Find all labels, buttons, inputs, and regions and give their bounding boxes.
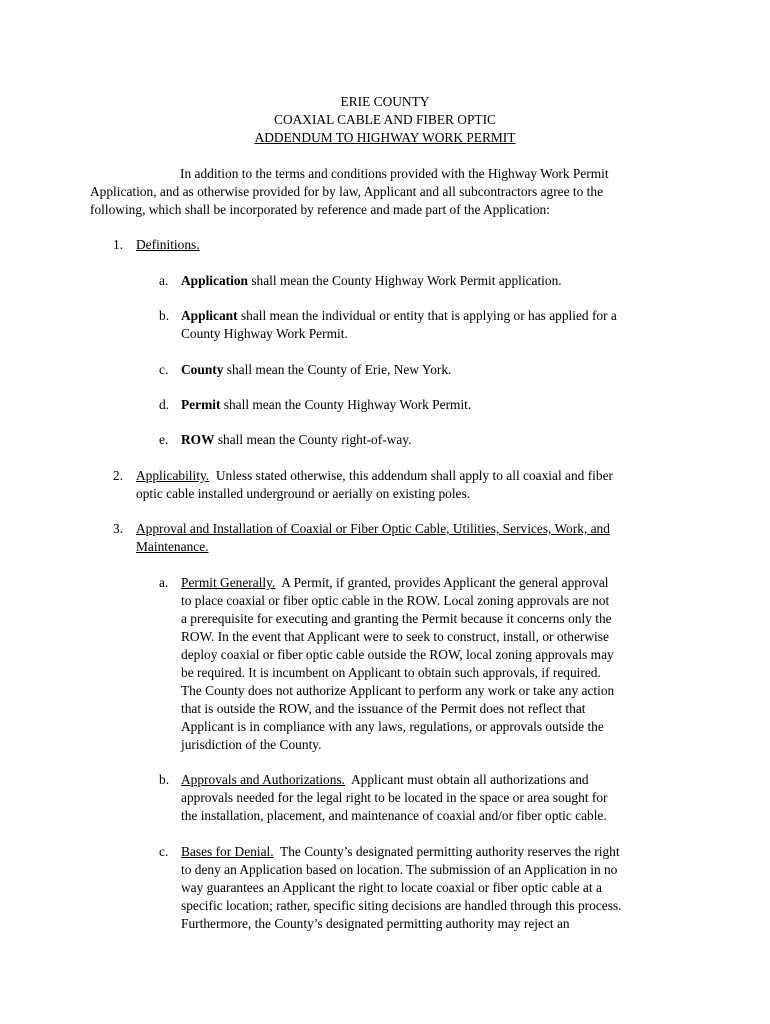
item-3a-text: A Permit, if granted, provides Applicant the general approval [275, 575, 609, 590]
definition-e-text: shall mean the County right-of-way. [214, 432, 412, 447]
section-2-number: 2. [113, 468, 124, 483]
intro-line-3: following, which shall be incorporated by reference and made part of the Application: [90, 202, 550, 217]
definition-a-term: Application [181, 273, 248, 288]
definition-c [181, 361, 451, 379]
section-3-number: 3. [113, 521, 124, 536]
item-3b-letter: b. [159, 772, 170, 787]
item-3b-text: Applicant must obtain all authorizations and [345, 772, 589, 787]
header-title: ADDENDUM TO HIGHWAY WORK PERMIT [254, 130, 516, 145]
section-3-title-line-2: Maintenance. [136, 539, 209, 554]
item-3a-line: deploy coaxial or fiber optic cable outside the ROW, local zoning approvals may [181, 647, 614, 662]
item-3a-line: jurisdiction of the County. [181, 737, 322, 752]
section-3-title-line-1: Approval and Installation of Coaxial or Fiber Optic Cable, Utilities, Services, Work, and [136, 521, 610, 536]
definition-a-text: shall mean the County Highway Work Permit application. [247, 273, 562, 288]
header-county: ERIE COUNTY [340, 94, 430, 109]
item-3a-line: Applicant is in compliance with any laws, regulations, or approvals outside the [181, 719, 604, 734]
item-3b-line-1 [181, 771, 589, 789]
definition-b-text-2: County Highway Work Permit. [181, 326, 348, 341]
section-2-line-2: optic cable installed underground or aerially on existing poles. [136, 486, 471, 501]
section-2-line-1 [136, 467, 613, 485]
definition-b-term: Applicant [181, 308, 238, 323]
definition-a-letter: a. [159, 273, 169, 288]
section-2-title: Applicability. [136, 468, 210, 483]
item-3c-line: to deny an Application based on location. The submission of an Application in no [181, 862, 618, 877]
section-1-title: Definitions. [136, 237, 200, 252]
item-3c-line: specific location; rather, specific siting decisions are handled through this process. [181, 898, 622, 913]
item-3a-line: ROW. In the event that Applicant were to seek to construct, install, or otherwise [181, 629, 609, 644]
intro-line-1: In addition to the terms and conditions provided with the Highway Work Permit [180, 166, 609, 181]
section-1-number: 1. [113, 237, 124, 252]
definition-c-term: County [181, 362, 224, 377]
item-3a-line-1 [181, 574, 609, 592]
definition-a [181, 272, 562, 290]
intro-line-2: Application, and as otherwise provided for by law, Applicant and all subcontractors agree to the [90, 184, 604, 199]
definition-d-text: shall mean the County Highway Work Permit. [220, 397, 472, 412]
item-3c-line: Furthermore, the County’s designated permitting authority may reject an [181, 916, 570, 931]
item-3a-line: The County does not authorize Applicant to perform any work or take any action [181, 683, 615, 698]
item-3c-line: way guarantees an Applicant the right to locate coaxial or fiber optic cable at a [181, 880, 602, 895]
item-3b-line: approvals needed for the legal right to be located in the space or area sought for [181, 790, 608, 805]
item-3c-text: The County’s designated permitting authority reserves the right [273, 844, 620, 859]
definition-e [181, 431, 411, 449]
definition-b-text: shall mean the individual or entity that is applying or has applied for a [237, 308, 617, 323]
definition-d-letter: d. [159, 397, 170, 412]
definition-b [181, 307, 617, 325]
item-3a-line: to place coaxial or fiber optic cable in the ROW. Local zoning approvals are not [181, 593, 610, 608]
definition-d [181, 396, 471, 414]
header-subtitle: COAXIAL CABLE AND FIBER OPTIC [274, 112, 496, 127]
definition-b-letter: b. [159, 308, 170, 323]
item-3a-heading: Permit Generally. [181, 575, 276, 590]
item-3b-line: the installation, placement, and maintenance of coaxial and/or fiber optic cable. [181, 808, 607, 823]
item-3a-line: that is outside the ROW, and the issuance of the Permit does not reflect that [181, 701, 586, 716]
item-3c-line-1 [181, 843, 620, 861]
item-3c-letter: c. [159, 844, 169, 859]
item-3b-heading: Approvals and Authorizations. [181, 772, 346, 787]
definition-e-letter: e. [159, 432, 169, 447]
section-2-text: Unless stated otherwise, this addendum shall apply to all coaxial and fiber [209, 468, 613, 483]
definition-d-term: Permit [181, 397, 221, 412]
item-3a-line: a prerequisite for executing and granting the Permit because it concerns only the [181, 611, 612, 626]
item-3a-line: be required. It is incumbent on Applicant to obtain such approvals, if required. [181, 665, 601, 680]
definition-e-term: ROW [181, 432, 215, 447]
item-3c-heading: Bases for Denial. [181, 844, 274, 859]
definition-c-text: shall mean the County of Erie, New York. [223, 362, 452, 377]
item-3a-letter: a. [159, 575, 169, 590]
definition-c-letter: c. [159, 362, 169, 377]
